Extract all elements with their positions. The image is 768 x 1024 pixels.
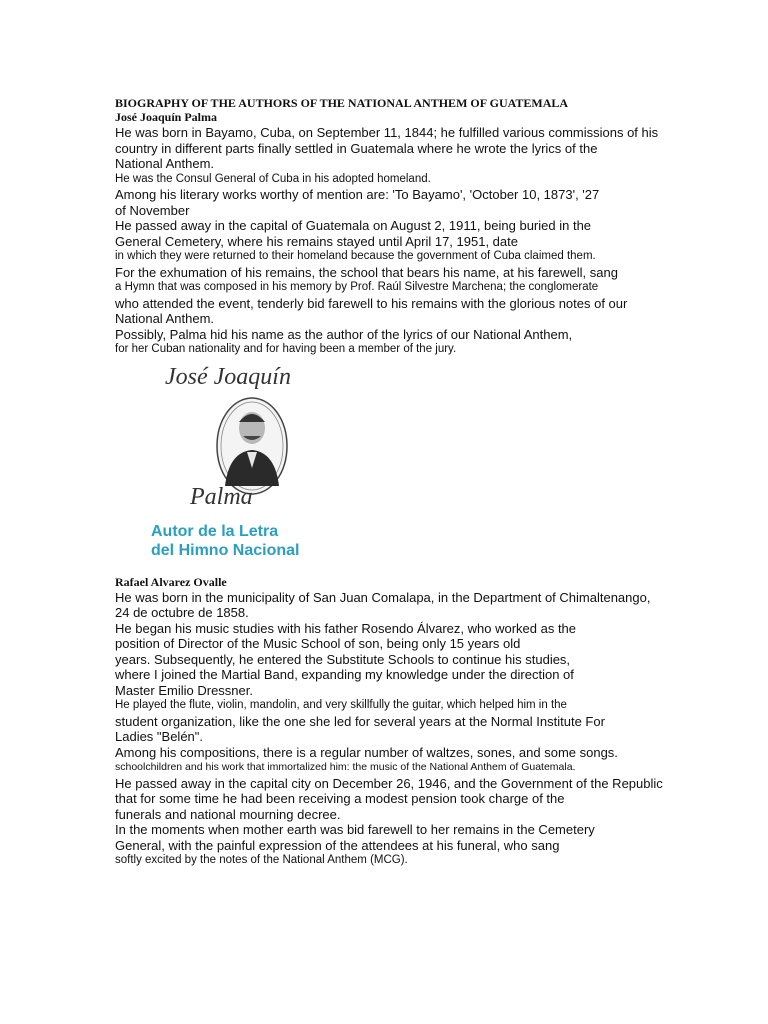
ovalle-line: years. Subsequently, he entered the Substitute Schools to continue his studies, [115, 651, 571, 667]
palma-line: a Hymn that was composed in his memory by Prof. Raúl Silvestre Marchena; the conglomerate [115, 281, 599, 293]
palma-line: He was the Consul General of Cuba in his adopted homeland. [115, 172, 431, 185]
palma-line: who attended the event, tenderly bid farewell to his remains with the glorious notes of our [115, 295, 628, 311]
ovalle-line: Master Emilio Dressner. [115, 682, 253, 698]
portrait-signature-last: Palma [190, 483, 253, 510]
palma-line: Among his literary works worthy of mention are: 'To Bayamo', 'October 10, 1873', '27 [115, 187, 600, 202]
ovalle-line: where I joined the Martial Band, expanding my knowledge under the direction of [115, 667, 574, 682]
ovalle-line: He was born in the municipality of San Juan Comalapa, in the Department of Chimaltenango, [115, 589, 651, 605]
ovalle-line: General, with the painful expression of the attendees at his funeral, who sang [115, 837, 560, 853]
palma-biography [115, 125, 695, 358]
palma-line: He was born in Bayamo, Cuba, on September 11, 1844; he fulfilled various commissions of his [115, 125, 659, 140]
ovalle-line: schoolchildren and his work that immortalized him: the music of the National Anthem of Guatemala. [115, 761, 576, 773]
palma-line: National Anthem. [115, 311, 215, 326]
ovalle-heading: Rafael Alvarez Ovalle [115, 574, 227, 589]
portrait-caption [151, 522, 299, 560]
palma-line: of November [115, 202, 190, 218]
ovalle-line: funerals and national mourning decree. [115, 806, 341, 822]
ovalle-line: student organization, like the one she led for several years at the Normal Institute For [115, 713, 605, 729]
palma-line: in which they were returned to their homeland because the government of Cuba claimed them. [115, 250, 596, 262]
caption-line: del Himno Nacional [151, 541, 300, 559]
palma-line: General Cemetery, where his remains stayed until April 17, 1951, date [115, 233, 518, 249]
palma-line: National Anthem. [115, 156, 215, 171]
palma-heading: José Joaquín Palma [115, 110, 218, 124]
palma-line: country in different parts finally settled in Guatemala where he wrote the lyrics of the [115, 140, 598, 156]
document-page [115, 96, 695, 869]
ovalle-line: In the moments when mother earth was bid farewell to her remains in the Cemetery [115, 822, 595, 837]
palma-line: He passed away in the capital of Guatemala on August 2, 1911, being buried in the [115, 218, 592, 233]
palma-portrait [145, 364, 325, 569]
ovalle-line: He played the flute, violin, mandolin, and very skillfully the guitar, which helped him in the [115, 699, 567, 711]
ovalle-line: Ladies "Belén". [115, 729, 204, 744]
ovalle-line: position of Director of the Music School of son, being only 15 years old [115, 636, 521, 651]
ovalle-line: 24 de octubre de 1858. [115, 605, 249, 620]
ovalle-line: He passed away in the capital city on December 26, 1946, and the Government of the Republic [115, 775, 663, 791]
document-title: BIOGRAPHY OF THE AUTHORS OF THE NATIONAL ANTHEM OF GUATEMALA [115, 96, 569, 110]
portrait-signature-first: José Joaquín [165, 363, 291, 390]
ovalle-line: that for some time he had been receiving a modest pension took charge of the [115, 791, 565, 806]
ovalle-line: He began his music studies with his father Rosendo Álvarez, who worked as the [115, 620, 577, 636]
palma-line: for her Cuban nationality and for having been a member of the jury. [115, 343, 457, 355]
ovalle-line: softly excited by the notes of the National Anthem (MCG). [115, 854, 408, 866]
caption-line: Autor de la Letra [151, 522, 279, 540]
palma-line: For the exhumation of his remains, the school that bears his name, at his farewell, sang [115, 264, 618, 280]
palma-line: Possibly, Palma hid his name as the author of the lyrics of our National Anthem, [115, 326, 573, 342]
ovalle-line: Among his compositions, there is a regular number of waltzes, sones, and some songs. [115, 744, 618, 760]
ovalle-biography [115, 590, 695, 869]
